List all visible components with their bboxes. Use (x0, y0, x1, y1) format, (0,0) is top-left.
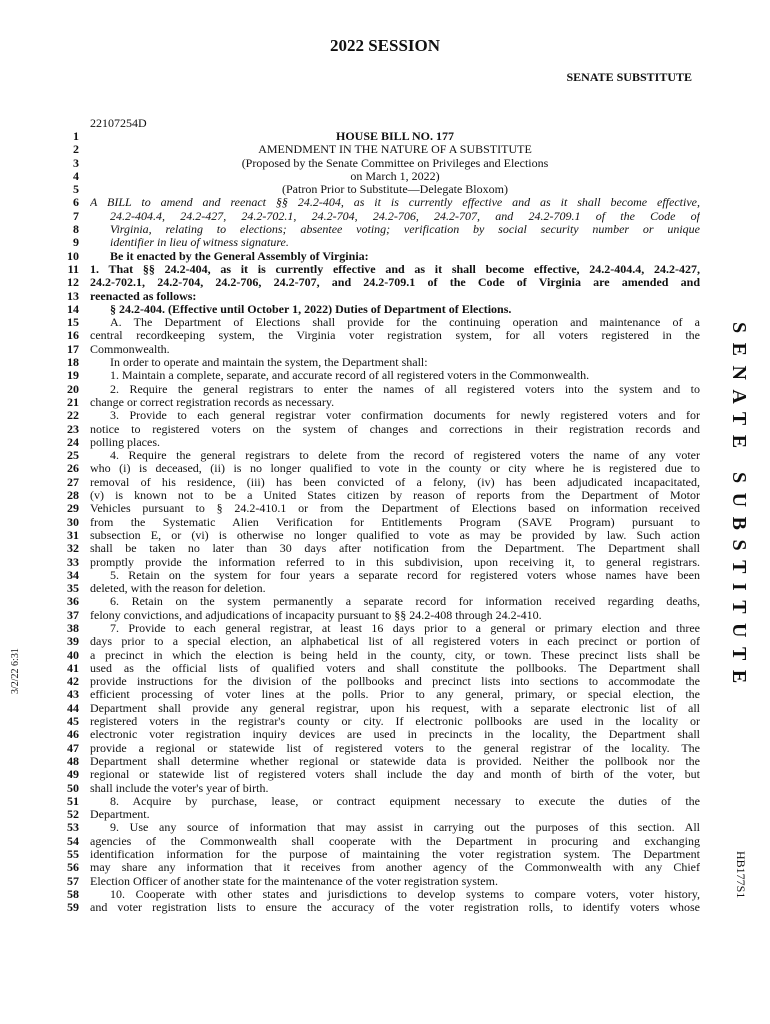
line-number: 46 (67, 727, 79, 742)
line-text: promptly provide the information referred to in this subdivision, upon receiving it, to general registrars. (90, 555, 700, 569)
line-number: 18 (67, 355, 79, 370)
line-text: 5. Retain on the system for four years a separate record for registered voters whose names have been (110, 568, 700, 582)
bill-line (50, 170, 700, 183)
bill-line (50, 130, 700, 143)
line-number: 57 (67, 873, 79, 888)
line-text: provide instructions for the division of the pollbooks and precinct lists into sections to accommodate the (90, 675, 700, 689)
line-number: 58 (67, 886, 79, 901)
line-number: 9 (73, 235, 79, 250)
line-text: shall be taken no later than 30 days after notification from the Department. The Department shall (90, 542, 700, 556)
date-stamp-text: 3/2/22 6:31 (10, 648, 21, 694)
bill-line (50, 861, 700, 874)
line-number: 56 (67, 860, 79, 875)
bill-line (50, 675, 700, 688)
bill-text (50, 130, 700, 915)
line-number: 13 (67, 288, 79, 303)
bill-line (50, 635, 700, 648)
line-number: 54 (67, 833, 79, 848)
line-number: 15 (67, 315, 79, 330)
bill-line (50, 196, 700, 209)
bill-line (50, 715, 700, 728)
bill-line (50, 236, 700, 249)
bill-line (50, 702, 700, 715)
line-number: 28 (67, 488, 79, 503)
bill-line (50, 768, 700, 781)
line-text: used as the official lists of qualified voters and shall constitute the pollbooks. The Department shall (90, 661, 700, 675)
bill-line (50, 755, 700, 768)
line-number: 20 (67, 381, 79, 396)
bill-code-text: HB177S1 (734, 851, 748, 899)
line-text: Virginia, relating to elections; absentee voting; verification by social security number or unique (110, 223, 700, 237)
line-text: notice to registered voters on the system of changes and corrections in their registration records and (90, 422, 700, 436)
line-number: 21 (67, 394, 79, 409)
line-number: 19 (67, 368, 79, 383)
line-text: efficient processing of voter lines at the polls. Prior to any general, primary, or special election, the (90, 688, 700, 702)
line-number: 25 (67, 448, 79, 463)
line-text: identifier in lieu of witness signature. (110, 236, 289, 250)
bill-line (50, 622, 700, 635)
line-number: 50 (67, 780, 79, 795)
bill-line (50, 210, 700, 223)
line-text: electronic voter registration inquiry devices are used in precincts in the locality, the Department shall (90, 728, 700, 742)
line-number: 44 (67, 700, 79, 715)
bill-line (50, 808, 700, 821)
line-number: 11 (67, 261, 79, 276)
line-number: 27 (67, 474, 79, 489)
line-number: 8 (73, 222, 79, 237)
bill-line (50, 875, 700, 888)
bill-line (50, 835, 700, 848)
bill-line (50, 556, 700, 569)
line-text: 3. Provide to each general registrar voter confirmation documents for newly registered voters and for (110, 409, 700, 423)
line-text: days prior to a special election, an alphabetical list of all registered voters in each precinct or portion of (90, 635, 700, 649)
line-text: regional or statewide list of registered voters shall include the day and month of birth of the voter, but (90, 768, 700, 782)
bill-line (50, 476, 700, 489)
line-number: 3 (73, 155, 79, 170)
line-text: 6. Retain on the system permanently a separate record for information received regarding deaths, (110, 595, 700, 609)
line-text: may share any information that it receives from another agency of the Commonwealth with any Chief (90, 861, 700, 875)
line-text: 24.2-404.4, 24.2-427, 24.2-702.1, 24.2-704, 24.2-706, 24.2-707, and 24.2-709.1 of the Code of (110, 209, 700, 223)
line-text: change or correct registration records as necessary. (90, 395, 335, 409)
line-number: 17 (67, 341, 79, 356)
line-number: 42 (67, 674, 79, 689)
line-number: 30 (67, 514, 79, 529)
bill-line (50, 489, 700, 502)
bill-line (50, 542, 700, 555)
line-text: 7. Provide to each general registrar, at least 16 days prior to a general or primary election and three (110, 621, 700, 635)
bill-line (50, 529, 700, 542)
line-number: 49 (67, 767, 79, 782)
line-text: Department shall determine whether regional or statewide data is provided. Neither the pollbook nor the (90, 754, 700, 768)
line-number: 6 (73, 195, 79, 210)
bill-line (50, 369, 700, 382)
line-number: 16 (67, 328, 79, 343)
line-number: 33 (67, 554, 79, 569)
bill-line (50, 423, 700, 436)
bill-line (50, 343, 700, 356)
line-text: Vehicles pursuant to § 24.2-410.1 or from the Department of Elections based on information received (90, 502, 700, 516)
line-text: polling places. (90, 435, 160, 449)
line-text: shall include the voter's year of birth. (90, 781, 269, 795)
bill-line (50, 303, 700, 316)
line-text: central recordkeeping system, the Virginia voter registration system, for all voters registered in the (90, 329, 700, 343)
line-text: § 24.2-404. (Effective until October 1, 2022) Duties of Department of Elections. (110, 302, 512, 316)
bill-line (50, 383, 700, 396)
line-number: 24 (67, 434, 79, 449)
bill-line (50, 609, 700, 622)
line-text: AMENDMENT IN THE NATURE OF A SUBSTITUTE (258, 143, 532, 157)
bill-line (50, 396, 700, 409)
line-number: 5 (73, 182, 79, 197)
line-text: 8. Acquire by purchase, lease, or contract equipment necessary to execute the duties of the (110, 794, 700, 808)
line-text: Department shall provide any general registrar, upon his request, with a separate electronic list of all (90, 701, 700, 715)
line-text: 24.2-702.1, 24.2-704, 24.2-706, 24.2-707, and 24.2-709.1 of the Code of Virginia are amended and (90, 276, 700, 290)
line-number: 41 (67, 660, 79, 675)
bill-line (50, 742, 700, 755)
line-number: 1 (73, 129, 79, 143)
bill-line (50, 409, 700, 422)
bill-line (50, 795, 700, 808)
line-number: 23 (67, 421, 79, 436)
line-text: registered voters in the registrar's county or city. If electronic pollbooks are used in the locality or (90, 715, 700, 729)
line-number: 40 (67, 647, 79, 662)
line-number: 36 (67, 594, 79, 609)
bill-code-vertical (732, 851, 748, 921)
line-number: 12 (67, 275, 79, 290)
bill-line (50, 157, 700, 170)
line-text: deleted, with the reason for deletion. (90, 582, 266, 596)
line-number: 43 (67, 687, 79, 702)
line-text: removal of his residence, (iii) has been convicted of a felony, (iv) has been adjudicated incapacitated, (90, 475, 700, 489)
bill-line (50, 462, 700, 475)
line-number: 38 (67, 620, 79, 635)
bill-line (50, 901, 700, 914)
line-text: 1. Maintain a complete, separate, and accurate record of all registered voters in the Commonwealth. (110, 369, 590, 383)
bill-line (50, 263, 700, 276)
line-text: In order to operate and maintain the system, the Department shall: (110, 356, 428, 370)
line-text: 2. Require the general registrars to enter the names of all registered voters into the system and to (110, 382, 700, 396)
bill-line (50, 782, 700, 795)
line-number: 7 (73, 208, 79, 223)
line-text: agencies of the Commonwealth shall cooperate with the Department in procuring and exchanging (90, 834, 700, 848)
bill-line (50, 502, 700, 515)
bill-line (50, 329, 700, 342)
bill-line (50, 223, 700, 236)
senate-substitute-vertical-label (730, 322, 750, 767)
line-number: 53 (67, 820, 79, 835)
bill-line (50, 356, 700, 369)
line-number: 32 (67, 541, 79, 556)
line-text: provide a regional or statewide list of registered voters to the general registrar of the locality. The (90, 741, 700, 755)
line-text: (Patron Prior to Substitute—Delegate Bloxom) (282, 183, 508, 197)
line-text: reenacted as follows: (90, 289, 197, 303)
line-number: 14 (67, 301, 79, 316)
bill-line (50, 649, 700, 662)
bill-line (50, 250, 700, 263)
bill-line (50, 569, 700, 582)
line-text: 9. Use any source of information that may assist in carrying out the purposes of this section. All (110, 821, 700, 835)
bill-line (50, 582, 700, 595)
bill-line (50, 728, 700, 741)
line-text: (Proposed by the Senate Committee on Privileges and Elections (241, 156, 549, 170)
line-text: subsection E, or (vi) is otherwise no longer qualified to vote as may be provided by law. Such action (90, 528, 700, 542)
bill-line (50, 183, 700, 196)
line-text: a precinct in which the election is being held in the county, city, or town. These precinct lists shall be (90, 648, 700, 662)
line-text: (v) is known not to be a United States citizen by reason of reports from the Department of Motor (90, 489, 700, 503)
line-text: 1. That §§ 24.2-404, as it is currently effective and as it shall become effective, 24.2-404.4, 24.2-427, (90, 262, 700, 276)
session-title: 2022 SESSION (329, 36, 441, 55)
line-number: 47 (67, 740, 79, 755)
bill-line (50, 316, 700, 329)
line-text: Commonwealth. (90, 342, 170, 356)
bill-line (50, 662, 700, 675)
line-number: 52 (67, 807, 79, 822)
bill-line (50, 688, 700, 701)
line-number: 51 (67, 793, 79, 808)
line-number: 34 (67, 567, 79, 582)
line-text: Election Officer of another state for the maintenance of the voter registration system. (90, 874, 498, 888)
line-text: felony convictions, and adjudications of incapacity pursuant to §§ 24.2-408 through 24.2-410. (90, 608, 542, 622)
line-number: 59 (67, 900, 79, 915)
line-number: 2 (73, 142, 79, 157)
line-text: identification information for the purpose of maintaining the voter registration system. The Department (90, 848, 700, 862)
line-number: 35 (67, 581, 79, 596)
line-text: HOUSE BILL NO. 177 (335, 130, 455, 143)
bill-line (50, 821, 700, 834)
bill-line (50, 449, 700, 462)
line-text: and voter registration lists to ensure the accuracy of the voter registration rolls, to identify voters whose (90, 901, 700, 915)
bill-line (50, 516, 700, 529)
line-number: 10 (67, 248, 79, 263)
bill-line (50, 143, 700, 156)
line-number: 22 (67, 408, 79, 423)
bill-line (50, 436, 700, 449)
line-text: from the Systematic Alien Verification for Entitlements Program (SAVE Program) pursuant to (90, 515, 700, 529)
line-number: 31 (67, 527, 79, 542)
line-number: 45 (67, 714, 79, 729)
line-text: who (i) is deceased, (ii) is no longer qualified to vote in the county or city where he is registered due to (90, 462, 700, 476)
line-text: A. The Department of Elections shall provide for the continuing operation and maintenance of a (110, 316, 700, 330)
line-text: Department. (90, 808, 150, 822)
date-stamp-vertical (10, 634, 24, 694)
line-number: 29 (67, 501, 79, 516)
line-text: on March 1, 2022) (350, 169, 440, 183)
line-number: 37 (67, 607, 79, 622)
line-number: 26 (67, 461, 79, 476)
bill-line (50, 888, 700, 901)
line-text: 10. Cooperate with other states and jurisdictions to develop systems to compare voters, voter history, (110, 887, 700, 901)
line-text: Be it enacted by the General Assembly of Virginia: (110, 249, 369, 263)
document-number: 22107254D (90, 116, 147, 130)
bill-line (50, 595, 700, 608)
line-number: 39 (67, 634, 79, 649)
line-number: 48 (67, 753, 79, 768)
line-number: 55 (67, 847, 79, 862)
substitute-label: SENATE SUBSTITUTE (566, 70, 692, 84)
bill-line (50, 290, 700, 303)
senate-substitute-vertical-text: SENATE SUBSTITUTE (728, 322, 750, 693)
line-text: 4. Require the general registrars to delete from the record of registered voters the name of any voter (110, 449, 700, 463)
bill-line (50, 276, 700, 289)
line-number: 4 (73, 168, 79, 183)
bill-line (50, 848, 700, 861)
line-text: A BILL to amend and reenact §§ 24.2-404, as it is currently effective and as it shall become effective, (90, 196, 700, 210)
